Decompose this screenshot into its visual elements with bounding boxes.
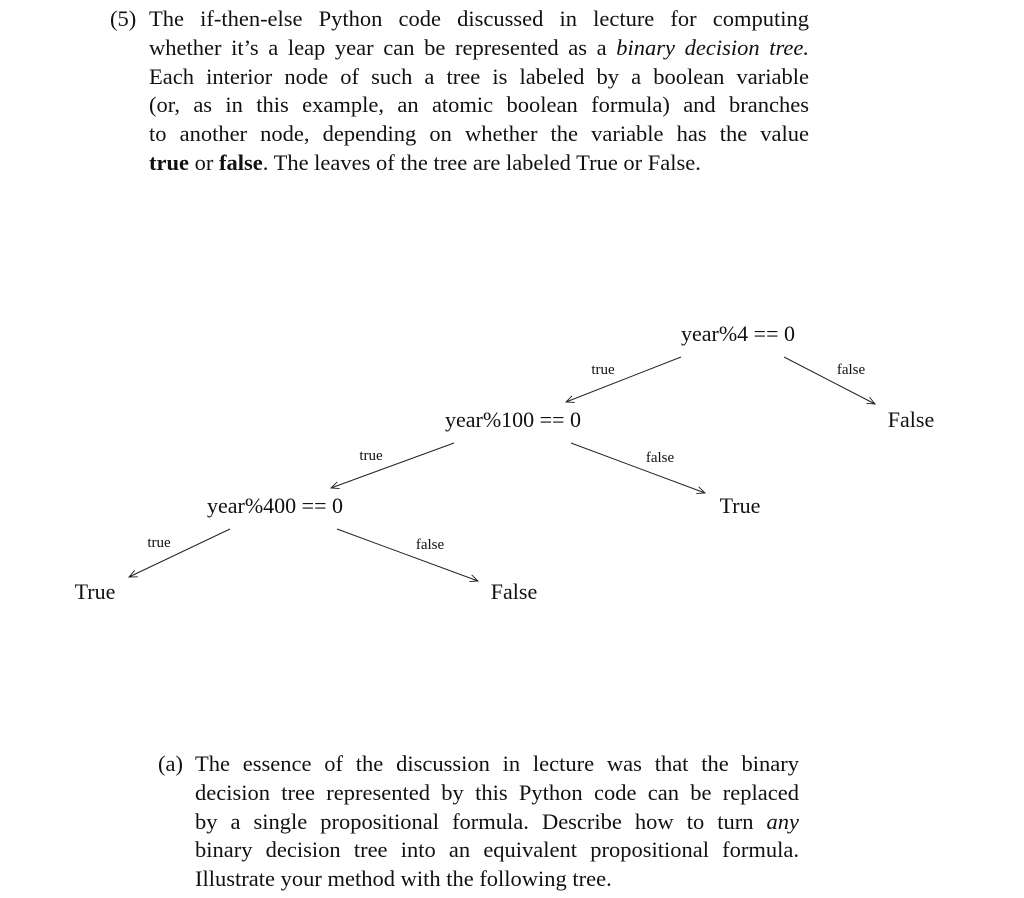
problem-text-line: (or, as in this example, an atomic boolean formula) and branches (149, 92, 809, 118)
edge-label-root-true: true (591, 362, 615, 378)
problem-text-italic-term: binary decision tree. (616, 34, 810, 60)
subpart-label: (a) (158, 751, 183, 776)
edge-label-n100-false: false (645, 450, 675, 466)
problem-text-line: whether it’s a leap year can be represented as a binary decision tree. (149, 34, 810, 60)
edge-label-n400-true: true (147, 535, 171, 551)
edge-label-n100-true: true (359, 448, 383, 464)
subpart-text-line: Illustrate your method with the following tree. (195, 866, 612, 892)
leaf-root-false: False (887, 407, 935, 432)
node-year-mod-100: year%100 == 0 (445, 407, 581, 432)
subpart-text-line: by a single propositional formula. Describe how to turn any (195, 808, 799, 834)
leaf-n100-false: True (719, 493, 761, 518)
problem-text-line: true or false. The leaves of the tree are labeled True or False. (149, 149, 701, 175)
edge-label-root-false: false (836, 362, 866, 378)
problem-text-line: to another node, depending on whether the variable has the value (149, 121, 809, 147)
problem-text-bold-term: false (218, 149, 263, 175)
edge-n100-true (331, 443, 454, 488)
subpart-text-line: decision tree represented by this Python code can be replaced (195, 779, 799, 805)
subpart-text-line: binary decision tree into an equivalent propositional formula. (195, 837, 799, 863)
node-year-mod-400: year%400 == 0 (207, 493, 343, 518)
node-root: year%4 == 0 (681, 321, 795, 346)
subpart-text-line: The essence of the discussion in lecture was that the binary (195, 751, 799, 776)
problem-text-line: The if-then-else Python code discussed in lecture for computing (149, 6, 809, 31)
edge-n400-false (337, 529, 478, 581)
subpart-text (195, 750, 799, 894)
edge-n400-true (129, 529, 230, 577)
subpart-text-italic-term: any (766, 808, 799, 834)
edge-root-true (566, 357, 681, 402)
leaf-n400-false: False (490, 579, 538, 604)
problem-text-line: Each interior node of such a tree is labeled by a boolean variable (149, 63, 809, 89)
problem-number: (5) (110, 6, 137, 31)
edge-n100-false (571, 443, 705, 493)
edge-label-n400-false: false (415, 537, 445, 553)
leaf-n400-true: True (74, 579, 116, 604)
problem-text-bold-term: true (149, 149, 189, 175)
